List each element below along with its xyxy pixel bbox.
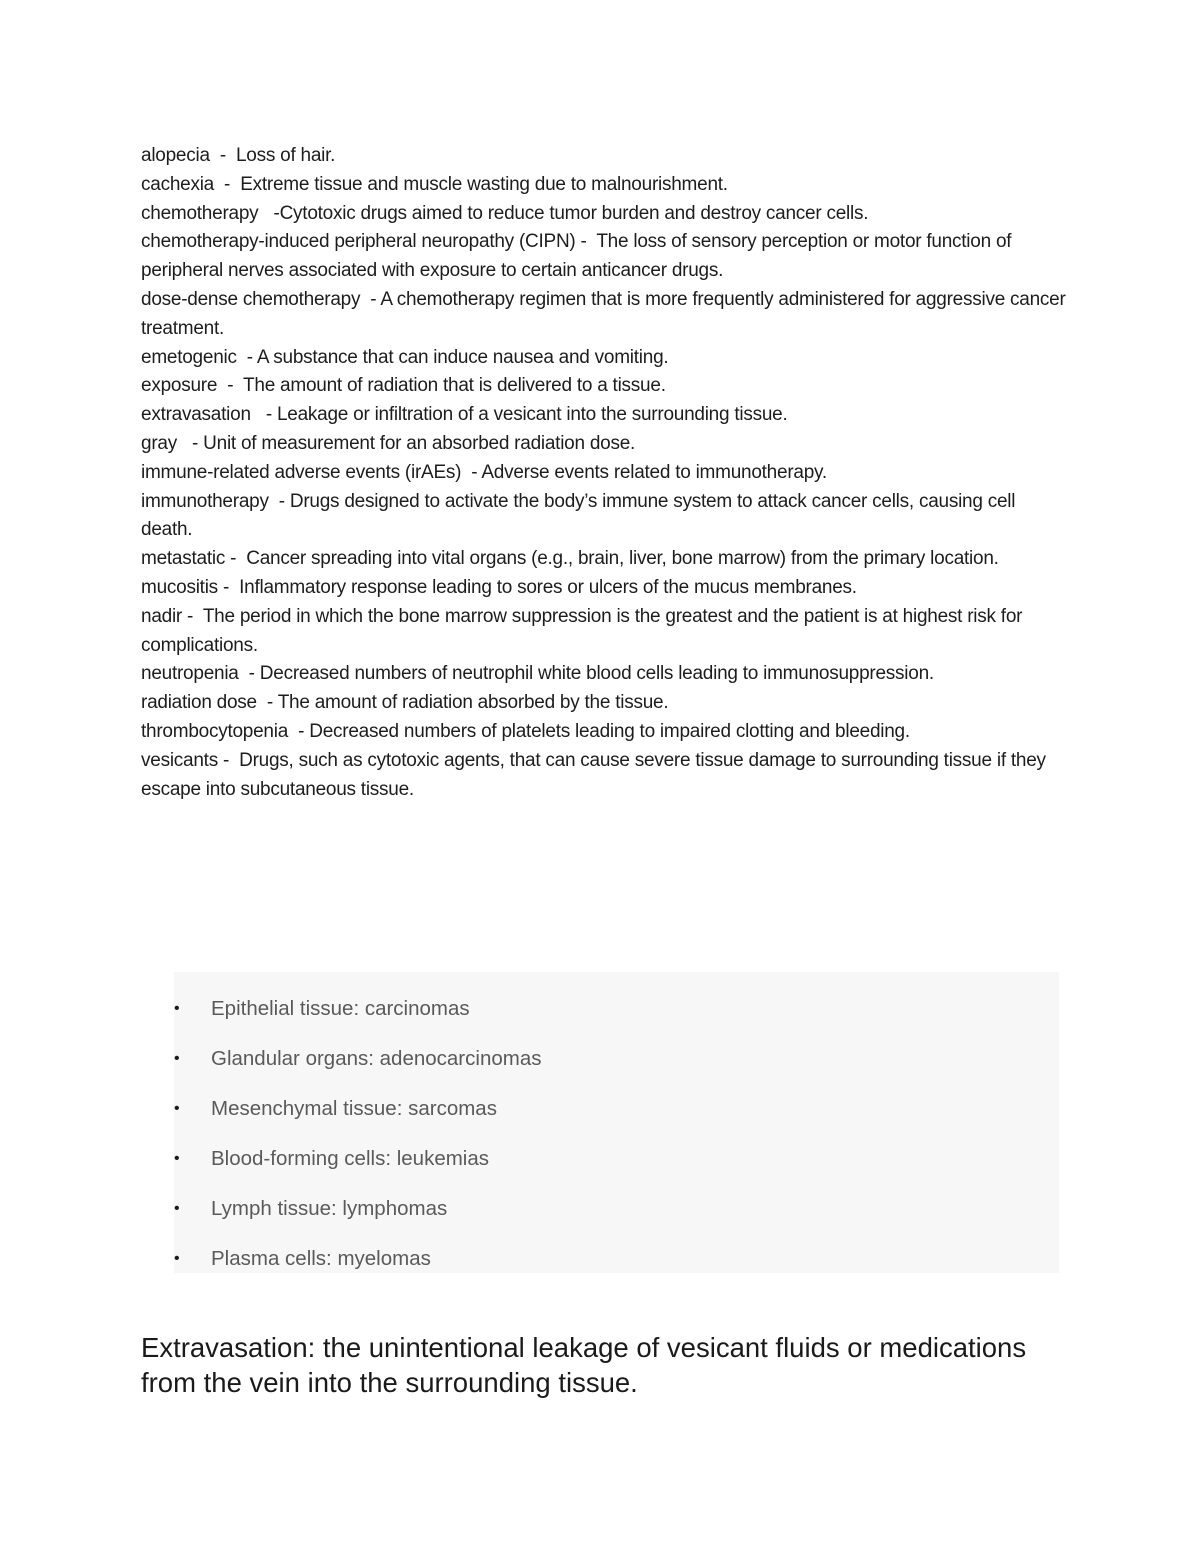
glossary-separator: -	[466, 461, 482, 483]
glossary-entry	[141, 689, 1071, 718]
glossary-term: dose-dense chemotherapy	[141, 288, 366, 310]
glossary-definition: The loss of sensory perception or motor function of peripheral nerves associated with exposure to certain anticancer drugs.	[141, 231, 1012, 282]
glossary-term: neutropenia	[141, 663, 244, 685]
glossary-term: extravasation	[141, 404, 256, 426]
glossary-separator: -	[255, 404, 277, 426]
glossary-definition: Cancer spreading into vital organs (e.g., brain, liver, bone marrow) from the primary location.	[241, 548, 999, 570]
glossary-entry	[141, 142, 1071, 171]
glossary-definition: Inflammatory response leading to sores or ulcers of the mucus membranes.	[234, 576, 857, 598]
glossary-entry	[141, 488, 1071, 546]
list-item	[174, 994, 1059, 1044]
tissue-types-list	[174, 994, 1059, 1294]
glossary-separator: -	[222, 576, 235, 598]
glossary-entry	[141, 603, 1071, 661]
glossary-definition: Extreme tissue and muscle wasting due to malnourishment.	[235, 173, 728, 195]
glossary-separator: -	[293, 720, 310, 742]
list-item-text: Plasma cells: myelomas	[211, 1247, 431, 1270]
glossary-definition: Leakage or infiltration of a vesicant into the surrounding tissue.	[276, 404, 788, 426]
glossary-separator: -	[187, 605, 199, 627]
glossary-separator: -	[261, 692, 278, 714]
glossary-entry	[141, 430, 1071, 459]
glossary-term: thrombocytopenia	[141, 720, 294, 742]
glossary-term: chemotherapy-induced peripheral neuropathy (CIPN)	[141, 231, 581, 253]
glossary-separator: -	[222, 375, 239, 397]
glossary-term: metastatic	[141, 548, 231, 570]
glossary-term: mucositis	[141, 576, 223, 598]
glossary-entry	[141, 718, 1071, 747]
glossary-separator: -	[182, 432, 204, 454]
glossary-term: gray	[141, 432, 182, 454]
glossary	[141, 142, 1071, 804]
glossary-entry	[141, 286, 1071, 344]
glossary-term: immune-related adverse events (irAEs)	[141, 461, 467, 483]
glossary-term: immunotherapy	[141, 490, 274, 512]
list-item	[174, 1094, 1059, 1144]
list-item-text: Blood-forming cells: leukemias	[211, 1147, 490, 1170]
glossary-term: alopecia	[141, 145, 215, 166]
glossary-separator: -	[214, 145, 231, 166]
glossary-term: radiation dose	[141, 692, 262, 714]
glossary-term: exposure	[141, 375, 223, 397]
list-item	[174, 1244, 1059, 1294]
glossary-separator: -	[222, 749, 235, 771]
glossary-definition: A chemotherapy regimen that is more frequently administered for aggressive cancer treatment.	[141, 288, 1066, 339]
glossary-definition: Loss of hair.	[230, 145, 336, 166]
glossary-definition: Drugs, such as cytotoxic agents, that can cause severe tissue damage to surrounding tissue if they escape into subcutaneous tissue.	[141, 749, 1046, 800]
list-item-text: Lymph tissue: lymphomas	[211, 1197, 448, 1220]
glossary-term: chemotherapy	[141, 202, 264, 224]
list-item-text: Epithelial tissue: carcinomas	[211, 997, 470, 1020]
glossary-definition: Adverse events related to immunotherapy.	[481, 461, 827, 483]
glossary-term: nadir	[141, 605, 188, 627]
glossary-definition: The period in which the bone marrow suppression is the greatest and the patient is at highest risk for complications.	[141, 605, 1023, 656]
glossary-definition: Unit of measurement for an absorbed radiation dose.	[203, 432, 636, 454]
glossary-entry	[141, 459, 1071, 488]
glossary-definition: Drugs designed to activate the body’s immune system to attack cancer cells, causing cell death.	[141, 490, 1016, 541]
bullet-icon: •	[174, 1050, 180, 1067]
glossary-definition: Cytotoxic drugs aimed to reduce tumor burden and destroy cancer cells.	[279, 202, 869, 224]
glossary-entry	[141, 574, 1071, 603]
glossary-separator: -	[241, 346, 257, 368]
glossary-separator: -	[273, 490, 290, 512]
glossary-separator: -	[263, 202, 280, 224]
glossary-definition: The amount of radiation absorbed by the tissue.	[277, 692, 669, 714]
bullet-icon: •	[174, 1000, 180, 1017]
list-item	[174, 1044, 1059, 1094]
glossary-term: cachexia	[141, 173, 220, 195]
glossary-entry	[141, 171, 1071, 200]
bullet-icon: •	[174, 1100, 180, 1117]
bullet-icon: •	[174, 1250, 180, 1267]
glossary-entry	[141, 660, 1071, 689]
glossary-term: vesicants	[141, 749, 223, 771]
glossary-separator: -	[243, 663, 260, 685]
glossary-definition: Decreased numbers of neutrophil white blood cells leading to immunosuppression.	[259, 663, 934, 685]
list-item-text: Glandular organs: adenocarcinomas	[211, 1047, 542, 1070]
glossary-entry	[141, 228, 1071, 286]
glossary-entry	[141, 344, 1071, 373]
bullet-icon: •	[174, 1150, 180, 1167]
glossary-separator: -	[365, 288, 381, 310]
glossary-definition: A substance that can induce nausea and vomiting.	[256, 346, 669, 368]
glossary-definition: Decreased numbers of platelets leading to impaired clotting and bleeding.	[309, 720, 910, 742]
list-item	[174, 1144, 1059, 1194]
glossary-term: emetogenic	[141, 346, 242, 368]
bullet-icon: •	[174, 1200, 180, 1217]
glossary-separator: -	[219, 173, 236, 195]
glossary-definition: The amount of radiation that is delivered to a tissue.	[238, 375, 666, 397]
list-item	[174, 1194, 1059, 1244]
glossary-entry	[141, 545, 1071, 574]
glossary-separator: -	[230, 548, 242, 570]
glossary-entry	[141, 200, 1071, 229]
list-item-text: Mesenchymal tissue: sarcomas	[211, 1097, 497, 1120]
glossary-separator: -	[580, 231, 592, 253]
extravasation-note: Extravasation: the unintentional leakage of vesicant fluids or medications from the vein into the surrounding tissue.	[141, 1332, 1027, 1398]
tissue-types-panel	[174, 972, 1059, 1273]
glossary-entry	[141, 372, 1071, 401]
glossary-entry	[141, 401, 1071, 430]
glossary-entry	[141, 747, 1071, 805]
